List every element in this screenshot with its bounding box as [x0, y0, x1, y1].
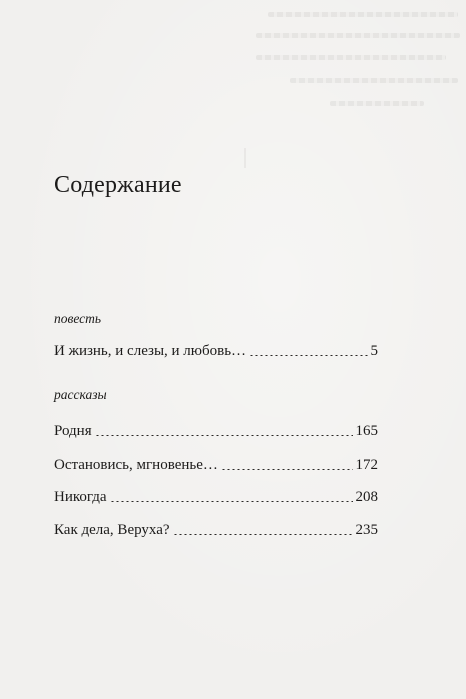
toc-entry-title: Никогда [54, 489, 107, 505]
toc-entry[interactable] [54, 489, 378, 506]
toc-entry-page: 235 [355, 522, 378, 538]
dot-leader [110, 501, 353, 502]
toc-entry-title: Родня [54, 423, 92, 439]
page-title: Содержание [54, 172, 182, 198]
toc-entry-page: 165 [355, 423, 378, 439]
toc-entry[interactable] [54, 522, 378, 539]
toc-entry-title: Как дела, Веруха? [54, 522, 170, 538]
toc-entry[interactable] [54, 343, 378, 360]
toc-entry-page: 5 [370, 343, 378, 359]
toc-entry-page: 172 [355, 457, 378, 473]
toc-entry-title: Остановись, мгновенье… [54, 457, 218, 473]
dot-leader [221, 469, 353, 470]
show-through-text [0, 0, 466, 130]
toc-entry[interactable] [54, 457, 378, 474]
section-label-povest: повесть [54, 311, 102, 326]
dot-leader [249, 355, 367, 356]
toc-entry-title: И жизнь, и слезы, и любовь… [54, 343, 247, 359]
toc-entry[interactable] [54, 423, 378, 440]
section-label-rasskazy: рассказы [54, 387, 107, 402]
dot-leader [173, 534, 353, 535]
show-through-mark [244, 148, 246, 168]
toc-entry-page: 208 [355, 489, 378, 505]
dot-leader [95, 435, 353, 436]
